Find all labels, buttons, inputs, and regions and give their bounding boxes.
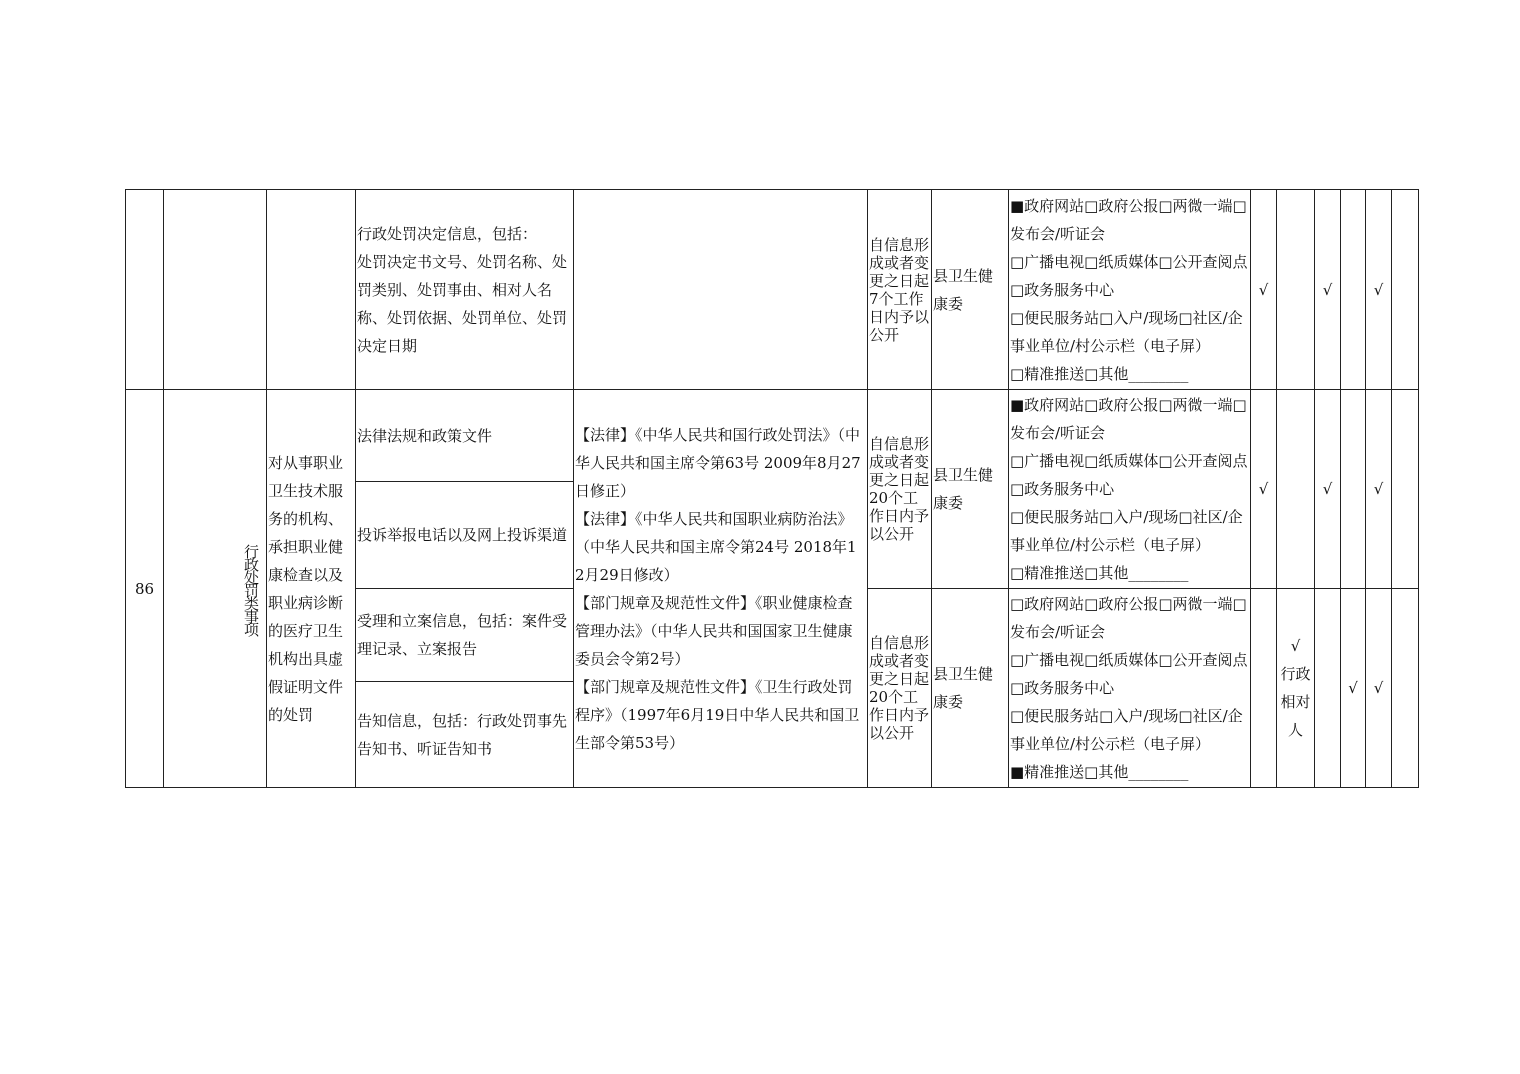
- basis-cell: [574, 190, 868, 390]
- check-cell: [1392, 589, 1419, 788]
- basis-entry: 【法律】《中华人民共和国职业病防治法》（中华人民共和国主席令第24号 2018年12月29日修改）: [575, 509, 857, 584]
- check-cell: √: [1341, 589, 1366, 788]
- check-cell: [1392, 390, 1419, 589]
- check-cell: [1341, 190, 1366, 390]
- basis-entry: 【部门规章及规范性文件】《卫生行政处罚程序》（1997年6月19日中华人民共和国卫生部令第53号）: [575, 677, 860, 752]
- subject-cell: 县卫生健康委: [932, 589, 1009, 788]
- basis-entry: 【法律】《中华人民共和国行政处罚法》（中华人民共和国主席令第63号 2009年8月27日修正）: [575, 425, 861, 500]
- empty-cell: [126, 190, 164, 390]
- basis-entry: 【部门规章及规范性文件】《职业健康检查管理办法》（中华人民共和国国家卫生健康委员会令第2号）: [575, 593, 853, 668]
- item-category: 行政处罚类事项: [164, 390, 267, 788]
- table-row: [126, 190, 1419, 390]
- time-limit-cell: 自信息形成或者变更之日起7个工作日内予以公开: [868, 190, 932, 390]
- content-cell: 受理和立案信息，包括：案件受理记录、立案报告: [356, 589, 574, 682]
- basis-cell: [574, 390, 868, 788]
- check-cell: √: [1251, 390, 1277, 589]
- channels-cell: ■政府网站□政府公报□两微一端□发布会/听证会 □广播电视□纸质媒体□公开查阅点□政务服务中心 □便民服务站□入户/现场□社区/企事业单位/村公示栏（电子屏） □精准推送□其他________: [1009, 190, 1251, 390]
- subject-cell: 县卫生健康委: [932, 190, 1009, 390]
- content-cell: 法律法规和政策文件: [356, 390, 574, 482]
- channels-cell: □政府网站□政府公报□两微一端□发布会/听证会 □广播电视□纸质媒体□公开查阅点□政务服务中心 □便民服务站□入户/现场□社区/企事业单位/村公示栏（电子屏） ■精准推送□其他________: [1009, 589, 1251, 788]
- table-row: [126, 390, 1419, 482]
- content-cell: 投诉举报电话以及网上投诉渠道: [356, 482, 574, 589]
- subject-cell: 县卫生健康委: [932, 390, 1009, 589]
- check-cell: √: [1366, 390, 1392, 589]
- time-limit-cell: 自信息形成或者变更之日起20个工作日内予以公开: [868, 589, 932, 788]
- content-cell: 行政处罚决定信息，包括： 处罚决定书文号、处罚名称、处罚类别、处罚事由、相对人名称、处罚依据、处罚单位、处罚决定日期: [356, 190, 574, 390]
- empty-cell: [164, 190, 267, 390]
- disclosure-table: [125, 189, 1419, 788]
- check-cell: √: [1315, 190, 1341, 390]
- item-name: 对从事职业卫生技术服务的机构、承担职业健康检查以及职业病诊断的医疗卫生机构出具虚假证明文件的处罚: [267, 390, 356, 788]
- time-limit-cell: 自信息形成或者变更之日起20个工作日内予以公开: [868, 390, 932, 589]
- check-cell: √: [1366, 589, 1392, 788]
- check-cell: [1341, 390, 1366, 589]
- channels-cell: ■政府网站□政府公报□两微一端□发布会/听证会 □广播电视□纸质媒体□公开查阅点□政务服务中心 □便民服务站□入户/现场□社区/企事业单位/村公示栏（电子屏） □精准推送□其他________: [1009, 390, 1251, 589]
- check-cell: √: [1251, 190, 1277, 390]
- content-cell: 告知信息，包括：行政处罚事先告知书、听证告知书: [356, 682, 574, 788]
- check-cell: [1251, 589, 1277, 788]
- empty-cell: [267, 190, 356, 390]
- check-cell: [1277, 190, 1315, 390]
- check-cell: √: [1366, 190, 1392, 390]
- check-cell-target: √ 行政相对人: [1277, 589, 1315, 788]
- check-cell: [1392, 190, 1419, 390]
- item-number: 86: [126, 390, 164, 788]
- check-cell: [1315, 589, 1341, 788]
- check-cell: √: [1315, 390, 1341, 589]
- check-cell: [1277, 390, 1315, 589]
